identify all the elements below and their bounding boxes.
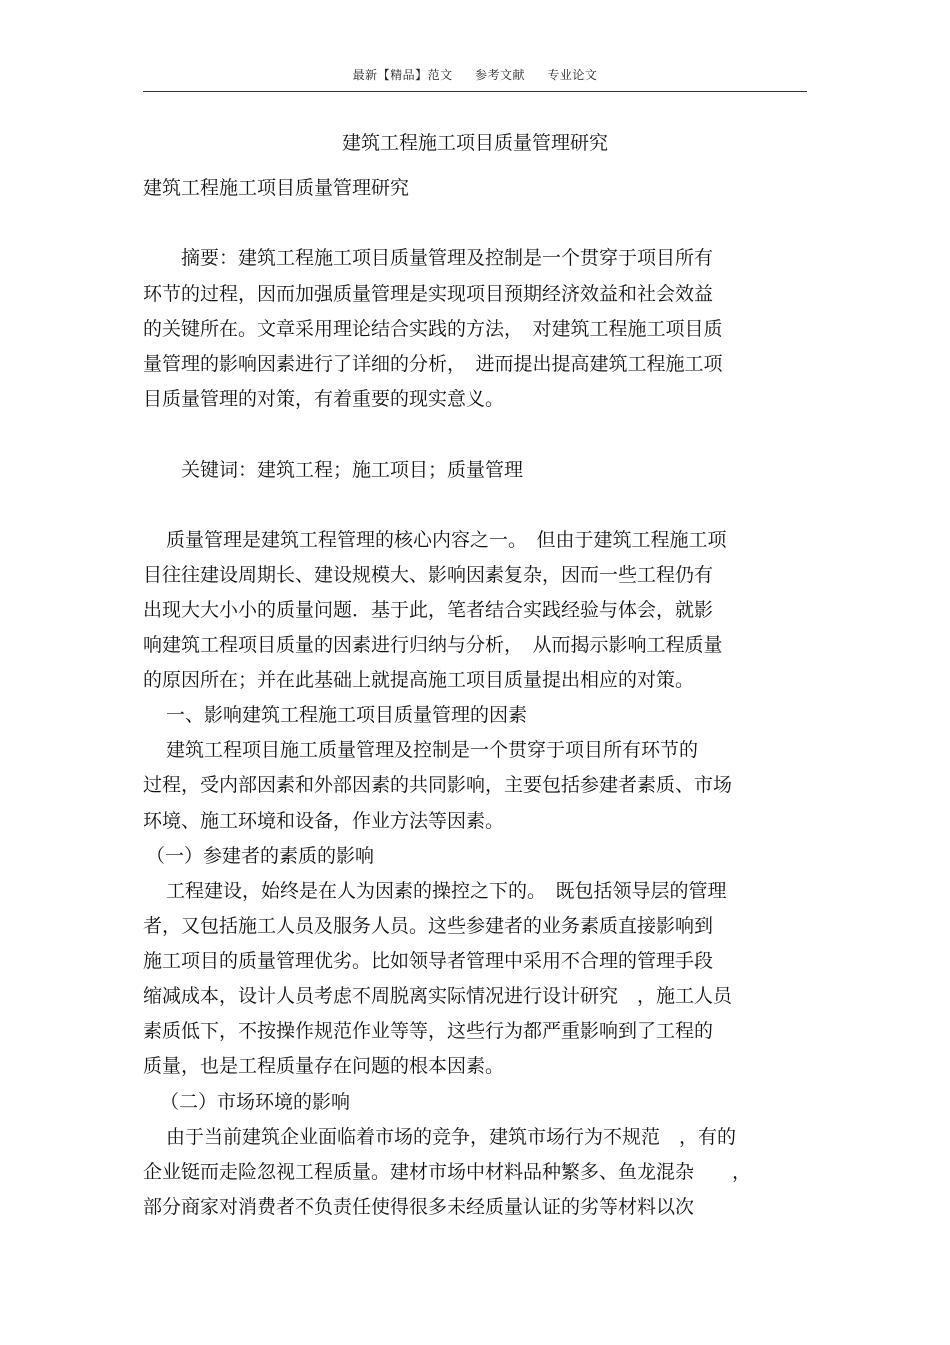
subsection-heading: （二）市场环境的影响 <box>160 1091 351 1113</box>
body-line: 缩减成本，设计人员考虑不周脱离实际情况进行设计研究 ，施工人员 <box>143 985 733 1007</box>
abstract-line: 的关键所在。文章采用理论结合实践的方法， 对建筑工程施工项目质 <box>143 318 723 340</box>
body-line: 质量管理是建筑工程管理的核心内容之一。 但由于建筑工程施工项 <box>166 529 727 551</box>
abstract-line: 环节的过程，因而加强质量管理是实现项目预期经济效益和社会效益 <box>143 283 714 305</box>
header-item-featured: 最新【精品】范文 <box>352 68 453 82</box>
body-line: 工程建设，始终是在人为因素的操控之下的。 既包括领导层的管理 <box>166 880 727 902</box>
body-line: 环境、施工环境和设备，作业方法等因素。 <box>143 810 505 832</box>
body-line: 施工项目的质量管理优劣。比如领导者管理中采用不合理的管理手段 <box>143 950 714 972</box>
header-item-papers: 专业论文 <box>547 68 598 82</box>
body-line: 部分商家对消费者不负责任使得很多未经质量认证的劣等材料以次 <box>143 1196 695 1218</box>
body-line: 企业铤而走险忽视工程质量。建材市场中材料品种繁多、鱼龙混杂 ， <box>143 1161 752 1183</box>
abstract-line: 摘要：建筑工程施工项目质量管理及控制是一个贯穿于项目所有 <box>162 247 714 269</box>
body-line: 响建筑工程项目质量的因素进行归纳与分析， 从而揭示影响工程质量 <box>143 634 723 656</box>
keywords-line: 关键词：建筑工程；施工项目；质量管理 <box>162 459 524 481</box>
body-line: 素质低下，不按操作规范作业等等，这些行为都严重影响到了工程的 <box>143 1020 714 1042</box>
body-line: 目往往建设周期长、建设规模大、影响因素复杂，因而一些工程仍有 <box>143 564 714 586</box>
header-divider <box>143 91 807 92</box>
abstract-line: 目质量管理的对策，有着重要的现实意义。 <box>143 388 505 410</box>
body-line: 过程，受内部因素和外部因素的共同影响，主要包括参建者素质、市场 <box>143 774 733 796</box>
body-line: 的原因所在；并在此基础上就提高施工项目质量提出相应的对策。 <box>143 669 695 691</box>
body-line: 由于当前建筑企业面临着市场的竞争，建筑市场行为不规范 ，有的 <box>166 1126 737 1148</box>
subsection-heading: （一）参建者的素质的影响 <box>146 845 375 867</box>
body-line: 建筑工程项目施工质量管理及控制是一个贯穿于项目所有环节的 <box>166 739 699 761</box>
subtitle-line: 建筑工程施工项目质量管理研究 <box>143 177 410 199</box>
body-line: 质量，也是工程质量存在问题的根本因素。 <box>143 1055 505 1077</box>
document-title: 建筑工程施工项目质量管理研究 <box>341 132 608 154</box>
body-line: 者，又包括施工人员及服务人员。这些参建者的业务素质直接影响到 <box>143 915 714 937</box>
section-heading: 一、影响建筑工程施工项目质量管理的因素 <box>166 704 528 726</box>
header-item-references: 参考文献 <box>474 68 525 82</box>
page-header <box>143 66 807 83</box>
abstract-line: 量管理的影响因素进行了详细的分析， 进而提出提高建筑工程施工项 <box>143 353 723 375</box>
body-line: 出现大大小小的质量问题．基于此，笔者结合实践经验与体会，就影 <box>143 599 714 621</box>
